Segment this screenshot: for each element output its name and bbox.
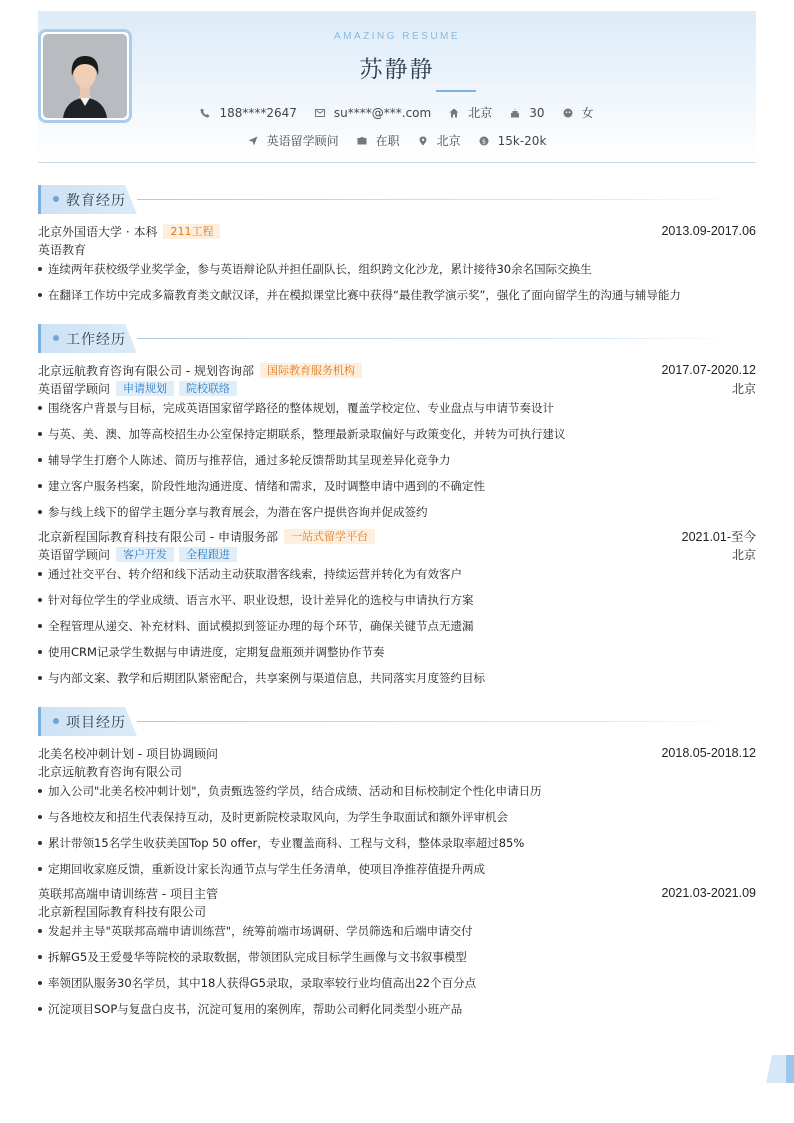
list-item: 参与线上线下的留学主题分享与教育展会，为潜在客户提供咨询并促成签约: [38, 504, 756, 520]
company-tag: 国际教育服务机构: [260, 363, 362, 378]
list-item: 针对每位学生的学业成绩、语言水平、职业设想，设计差异化的选校与申请执行方案: [38, 592, 756, 608]
list-item: 定期回收家庭反馈，重新设计家长沟通节点与学生任务清单，使项目净推荐值提升两成: [38, 861, 756, 877]
svg-text:$: $: [481, 136, 486, 145]
age-text: 30: [529, 105, 545, 120]
project-entry-head: [38, 744, 756, 762]
skill-tag: 全程跟进: [179, 547, 237, 562]
project-date: 2018.05-2018.12: [661, 746, 756, 760]
salary-info: [479, 134, 547, 148]
project-org-line: [38, 762, 756, 780]
send-icon: [248, 136, 258, 146]
home-info: [449, 104, 492, 121]
project-org: 北京远航教育咨询有限公司: [38, 764, 183, 779]
email-info: [315, 106, 431, 120]
education-major-line: [38, 240, 756, 258]
target-position-text: 英语留学顾问: [266, 134, 339, 148]
school-name: 北京外国语大学 · 本科: [38, 224, 158, 239]
school-tag: 211工程: [163, 224, 220, 239]
list-item: 在翻译工作坊中完成多篇教育类文献汉译，并在模拟课堂比赛中获得“最佳教学演示奖”，强化了面向留学生的沟通与辅导能力: [38, 287, 756, 303]
project-date: 2021.03-2021.09: [661, 886, 756, 900]
candidate-name: 苏静静: [359, 57, 435, 83]
role-text: 英语留学顾问: [38, 381, 111, 396]
section-rule: [137, 338, 737, 339]
job-intent-row: [38, 132, 756, 149]
work-role-line: [38, 379, 756, 397]
section-title-projects: 项目经历: [66, 715, 126, 731]
education-entry-head: [38, 222, 756, 240]
skill-tag: 申请规划: [116, 381, 174, 396]
phone-info: [200, 106, 296, 120]
list-item: 率领团队服务30名学员，其中18人获得G5录取，录取率较行业均值高出22个百分点: [38, 975, 756, 991]
list-item: 拆解G5及王爱曼华等院校的录取数据，带领团队完成目标学生画像与文书叙事模型: [38, 949, 756, 965]
project-title: 北美名校冲刺计划 - 项目协调顾问: [38, 746, 218, 761]
section-rule: [137, 721, 737, 722]
resume-header: [38, 11, 756, 163]
work-date: 2017.07-2020.12: [661, 363, 756, 377]
age-info: [510, 106, 544, 120]
email-text: su****@***.com: [333, 105, 432, 120]
list-item: 加入公司"北美名校冲刺计划"，负责甄选签约学员，结合成绩、活动和目标校制定个性化申请日历: [38, 783, 756, 799]
list-item: 全程管理从递交、补充材料、面试模拟到签证办理的每个环节，确保关键节点无遗漏: [38, 618, 756, 634]
location-pin-icon: [418, 136, 428, 146]
role-text: 英语留学顾问: [38, 547, 111, 562]
list-item: 辅导学生打磨个人陈述、简历与推荐信，通过多轮反馈帮助其呈现差异化竞争力: [38, 452, 756, 468]
job-status-info: [357, 132, 400, 149]
project-entry-head: [38, 884, 756, 902]
target-city-text: 北京: [436, 134, 461, 148]
company-name: 北京远航教育咨询有限公司 - 规划咨询部: [38, 363, 254, 378]
section-title-work: 工作经历: [66, 332, 126, 348]
company-name: 北京新程国际教育科技有限公司 - 申请服务部: [38, 529, 278, 544]
section-projects: [38, 707, 756, 736]
phone-text: 188****2647: [219, 105, 297, 120]
company-tag: 一站式留学平台: [284, 529, 375, 544]
work-entry-head: [38, 527, 756, 545]
list-item: 累计带领15名学生收获美国Top 50 offer，专业覆盖商科、工程与文科，整体录取率超过85%: [38, 835, 756, 851]
gender-text: 女: [581, 106, 594, 120]
work-role-line: [38, 545, 756, 563]
hometown-text: 北京: [468, 106, 493, 120]
list-item: 建立客户服务档案，阶段性地沟通进度、情绪和需求，及时调整申请中遇到的不确定性: [38, 478, 756, 494]
skill-tag: 客户开发: [116, 547, 174, 562]
work-city: 北京: [731, 547, 756, 562]
section-title-education: 教育经历: [66, 193, 126, 209]
major-text: 英语教育: [38, 242, 87, 257]
job-status-text: 在职: [375, 134, 400, 148]
education-date: 2013.09-2017.06: [661, 224, 756, 238]
list-item: 沉淀项目SOP与复盘白皮书，沉淀可复用的案例库，帮助公司孵化同类型小班产品: [38, 1001, 756, 1017]
project-title: 英联邦高端申请训练营 - 项目主管: [38, 886, 218, 901]
gender-info: [563, 104, 594, 121]
list-item: 与各地校友和招生代表保持互动，及时更新院校录取风向，为学生争取面试和额外评审机会: [38, 809, 756, 825]
gender-icon: [563, 108, 573, 118]
work-entry-head: [38, 361, 756, 379]
work-date: 2021.01-至今: [681, 530, 756, 544]
list-item: 与英、美、澳、加等高校招生办公室保持定期联系，整理最新录取偏好与政策变化，并转为可执行建议: [38, 426, 756, 442]
list-item: 与内部文案、教学和后期团队紧密配合，共享案例与渠道信息，共同落实月度签约目标: [38, 670, 756, 686]
contact-row: [38, 104, 756, 121]
home-icon: [449, 108, 459, 118]
list-item: 围绕客户背景与目标，完成英语国家留学路径的整体规划，覆盖学校定位、专业盘点与申请节奏设计: [38, 400, 756, 416]
name-underline: [436, 90, 476, 92]
list-item: 通过社交平台、转介绍和线下活动主动获取潜客线索，持续运营并转化为有效客户: [38, 566, 756, 582]
phone-icon: [200, 108, 210, 118]
list-item: 连续两年获校级学业奖学金，参与英语辩论队并担任副队长，组织跨文化沙龙，累计接待30余名国际交换生: [38, 261, 756, 277]
section-rule: [137, 199, 737, 200]
work-city: 北京: [731, 381, 756, 396]
project-org-line: [38, 902, 756, 920]
target-city-info: [418, 132, 461, 149]
target-position-info: [248, 132, 339, 149]
briefcase-icon: [357, 136, 367, 146]
cake-icon: [510, 108, 520, 118]
mail-icon: [315, 108, 325, 118]
section-education: [38, 185, 756, 214]
corner-decoration-icon: [766, 1055, 794, 1083]
money-icon: [479, 136, 489, 146]
project-org: 北京新程国际教育科技有限公司: [38, 904, 207, 919]
list-item: 发起并主导"英联邦高端申请训练营"，统筹前端市场调研、学员筛选和后端申请交付: [38, 923, 756, 939]
list-item: 使用CRM记录学生数据与申请进度，定期复盘瓶颈并调整协作节奏: [38, 644, 756, 660]
section-work: [38, 324, 756, 353]
skill-tag: 院校联络: [179, 381, 237, 396]
brand-text: AMAZING RESUME: [333, 31, 461, 42]
salary-text: 15k-20k: [497, 133, 547, 148]
